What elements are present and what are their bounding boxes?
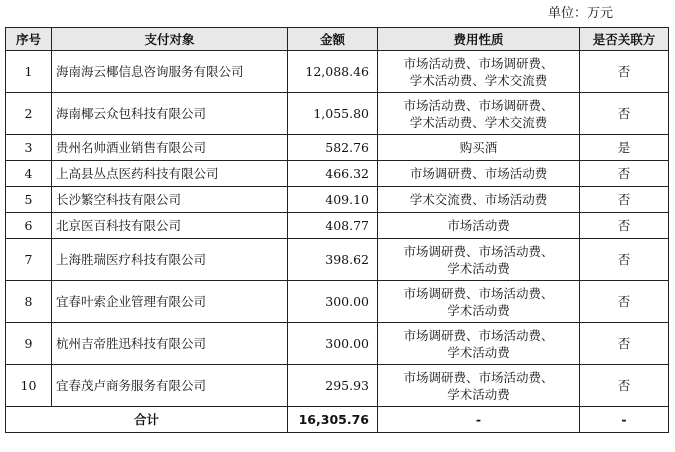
- table-row: [6, 93, 669, 135]
- cell-no: 3: [6, 135, 52, 161]
- nature-line: 市场调研费、市场活动费、: [403, 369, 554, 385]
- cell-no: 9: [6, 323, 52, 365]
- cell-payee: 长沙繁空科技有限公司: [52, 187, 288, 213]
- table-row: [6, 323, 669, 365]
- cell-amount: 582.76: [288, 135, 378, 161]
- cell-related: 否: [580, 323, 669, 365]
- cell-payee: 海南椰云众包科技有限公司: [52, 93, 288, 135]
- cell-no: 8: [6, 281, 52, 323]
- cell-amount: 466.32: [288, 161, 378, 187]
- cell-no: 10: [6, 365, 52, 407]
- table-row: [6, 51, 669, 93]
- cell-nature: [378, 93, 580, 135]
- cell-nature: [378, 239, 580, 281]
- cell-nature: 市场调研费、市场活动费: [378, 161, 580, 187]
- cell-amount: 300.00: [288, 281, 378, 323]
- header-nature: 费用性质: [378, 28, 580, 51]
- header-payee: 支付对象: [52, 28, 288, 51]
- total-nature: -: [378, 407, 580, 433]
- cell-related: 否: [580, 187, 669, 213]
- payment-table: [5, 27, 669, 433]
- cell-no: 1: [6, 51, 52, 93]
- cell-nature: 学术交流费、市场活动费: [378, 187, 580, 213]
- cell-related: 否: [580, 365, 669, 407]
- cell-nature: [378, 323, 580, 365]
- cell-payee: 上海胜瑞医疗科技有限公司: [52, 239, 288, 281]
- nature-line: 市场调研费、市场活动费、: [403, 285, 554, 301]
- nature-line: 学术活动费: [447, 344, 510, 360]
- header-related: 是否关联方: [580, 28, 669, 51]
- nature-line: 市场调研费、市场活动费、: [403, 243, 554, 259]
- cell-amount: 295.93: [288, 365, 378, 407]
- cell-related: 否: [580, 281, 669, 323]
- nature-line: 学术活动费、学术交流费: [409, 72, 548, 88]
- table-row: [6, 239, 669, 281]
- total-label: 合计: [6, 407, 288, 433]
- cell-nature: 购买酒: [378, 135, 580, 161]
- cell-related: 否: [580, 161, 669, 187]
- table-row: [6, 281, 669, 323]
- cell-payee: 北京医百科技有限公司: [52, 213, 288, 239]
- nature-line: 学术活动费: [447, 302, 510, 318]
- cell-payee: 上高县丛点医药科技有限公司: [52, 161, 288, 187]
- cell-no: 7: [6, 239, 52, 281]
- cell-payee: 海南海云椰信息咨询服务有限公司: [52, 51, 288, 93]
- nature-line: 市场调研费、市场活动费、: [403, 327, 554, 343]
- header-no: 序号: [6, 28, 52, 51]
- cell-payee: 宜春茂卢商务服务有限公司: [52, 365, 288, 407]
- total-amount: 16,305.76: [288, 407, 378, 433]
- cell-nature: [378, 365, 580, 407]
- total-row: [6, 407, 669, 433]
- nature-line: 学术活动费、学术交流费: [409, 114, 548, 130]
- cell-related: 否: [580, 93, 669, 135]
- nature-line: 市场活动费、市场调研费、: [403, 97, 554, 113]
- table-body: [6, 51, 669, 407]
- cell-amount: 12,088.46: [288, 51, 378, 93]
- cell-no: 6: [6, 213, 52, 239]
- cell-payee: 贵州名帅酒业销售有限公司: [52, 135, 288, 161]
- cell-nature: 市场活动费: [378, 213, 580, 239]
- unit-label: 单位：万元: [547, 6, 613, 21]
- header-amount: 金额: [288, 28, 378, 51]
- cell-payee: 杭州吉帝胜迅科技有限公司: [52, 323, 288, 365]
- header-row: [6, 28, 669, 51]
- cell-related: 否: [580, 213, 669, 239]
- cell-amount: 409.10: [288, 187, 378, 213]
- total-related: -: [580, 407, 669, 433]
- nature-line: 学术活动费: [447, 260, 510, 276]
- cell-nature: [378, 51, 580, 93]
- table-row: [6, 365, 669, 407]
- nature-line: 学术活动费: [447, 386, 510, 402]
- cell-no: 5: [6, 187, 52, 213]
- cell-amount: 398.62: [288, 239, 378, 281]
- table-row: [6, 213, 669, 239]
- cell-related: 是: [580, 135, 669, 161]
- cell-no: 2: [6, 93, 52, 135]
- cell-related: 否: [580, 51, 669, 93]
- cell-related: 否: [580, 239, 669, 281]
- nature-line: 市场活动费、市场调研费、: [403, 55, 554, 71]
- cell-nature: [378, 281, 580, 323]
- cell-amount: 408.77: [288, 213, 378, 239]
- cell-amount: 1,055.80: [288, 93, 378, 135]
- cell-no: 4: [6, 161, 52, 187]
- table-row: [6, 187, 669, 213]
- cell-amount: 300.00: [288, 323, 378, 365]
- table-row: [6, 161, 669, 187]
- cell-payee: 宜春叶索企业管理有限公司: [52, 281, 288, 323]
- table-row: [6, 135, 669, 161]
